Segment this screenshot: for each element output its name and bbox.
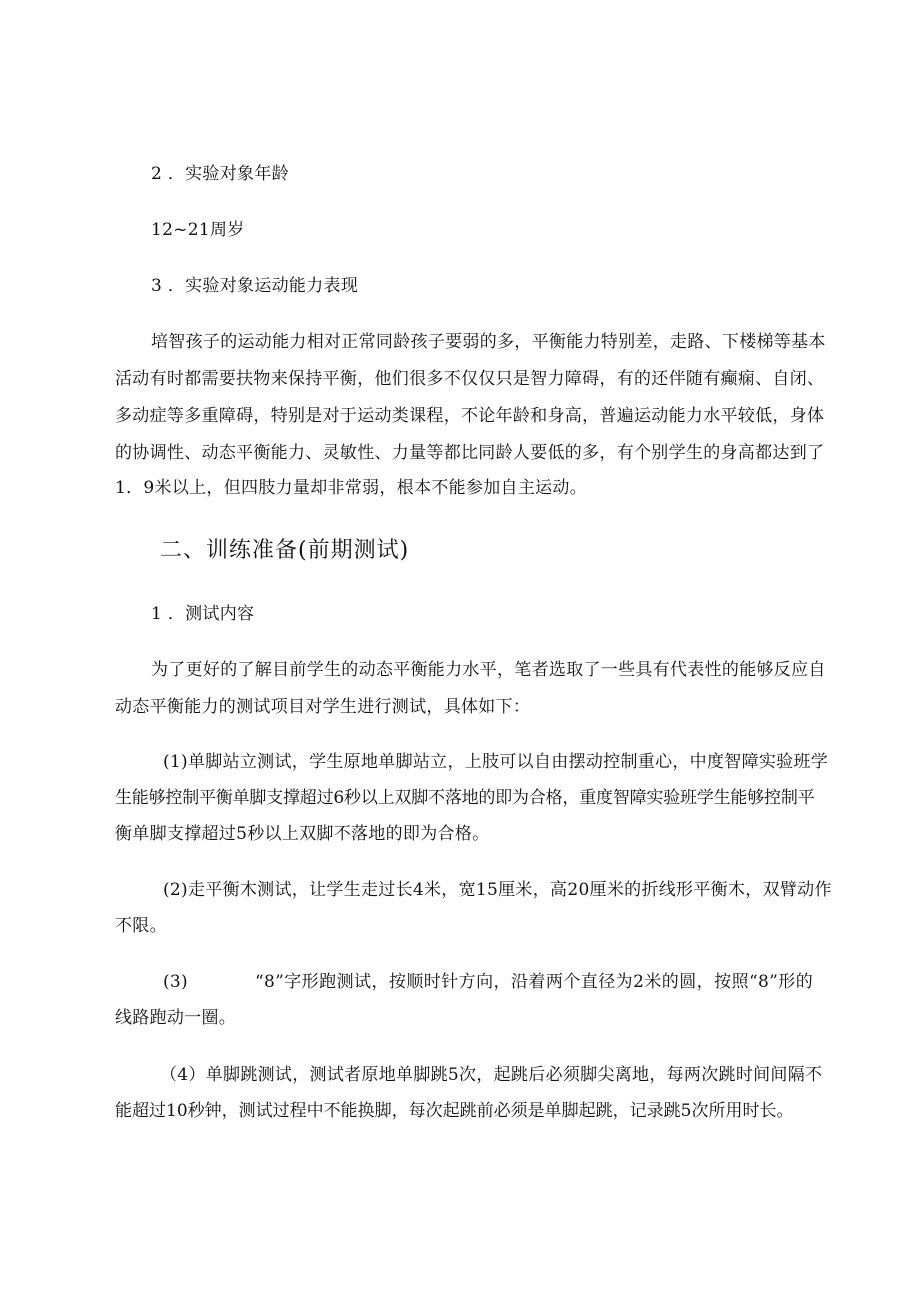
test-item-1-line: 衡单脚支撑超过5秒以上双脚不落地的即为合格。: [115, 824, 490, 844]
chapter-title: 二、训练准备(前期测试): [160, 538, 410, 563]
paragraph-line: 培智孩子的运动能力相对正常同龄孩子要弱的多，平衡能力特别差，走路、下楼梯等基本: [151, 332, 826, 352]
paragraph-line: 多动症等多重障碍，特别是对于运动类课程，不论年龄和身高，普遍运动能力水平较低，身体: [115, 406, 825, 426]
test-item-1-line: 生能够控制平衡单脚支撑超过6秒以上双脚不落地的即为合格，重度智障实验班学生能够控制平: [115, 788, 815, 808]
test-item-3-line: 线路跑动一圈。: [115, 1008, 237, 1028]
test-item-2-line: 不限。: [115, 916, 167, 936]
test-item-4-line: 能超过10秒钟，测试过程中不能换脚，每次起跳前必须是单脚起跳，记录跳5次所用时长。: [115, 1101, 794, 1121]
test-item-3-marker: (3): [163, 972, 188, 992]
paragraph-line: 的协调性、动态平衡能力、灵敏性、力量等都比同龄人要低的多，有个别学生的身高都达到了: [115, 443, 825, 463]
test-item-3-line: “8”字形跑测试，按顺时针方向，沿着两个直径为2米的圆，按照“8”形的: [255, 972, 813, 992]
section-heading-age: 2 ．实验对象年龄: [151, 164, 289, 184]
paragraph-line: 1．9米以上，但四肢力量却非常弱，根本不能参加自主运动。: [115, 478, 588, 498]
age-range-text: 12~21周岁: [151, 220, 245, 240]
paragraph-line: 活动有时都需要扶物来保持平衡，他们很多不仅仅只是智力障碍，有的还伴随有癫痫、自闭、: [115, 369, 825, 389]
intro-line: 为了更好的了解目前学生的动态平衡能力水平，笔者选取了一些具有代表性的能够反应自: [151, 660, 826, 680]
intro-line: 动态平衡能力的测试项目对学生进行测试，具体如下：: [115, 697, 531, 717]
test-item-1-line: (1)单脚站立测试，学生原地单脚站立，上肢可以自由摆动控制重心，中度智障实验班学: [163, 752, 829, 772]
test-item-4-line: （4）单脚跳测试，测试者原地单脚跳5次，起跳后必须脚尖离地，每两次跳时间间隔不: [160, 1065, 823, 1085]
section-heading-motor-ability: 3 ．实验对象运动能力表现: [151, 276, 359, 296]
test-item-2-line: (2)走平衡木测试，让学生走过长4米，宽15厘米，高20厘米的折线形平衡木，双臂动作: [163, 880, 832, 900]
section-heading-test-content: 1 ．测试内容: [151, 604, 255, 624]
